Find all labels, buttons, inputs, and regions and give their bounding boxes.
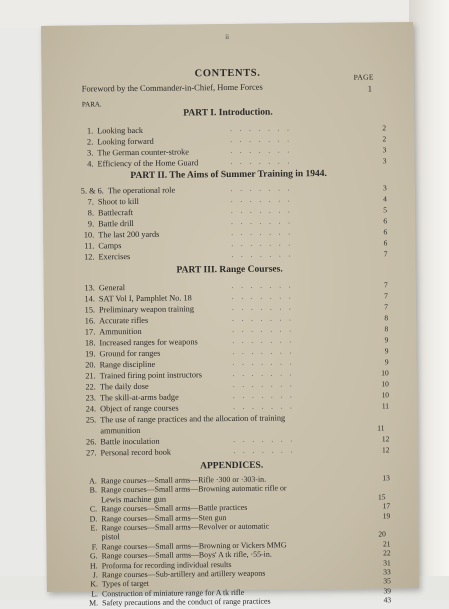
toc-entry: 24. Object of range courses . . . . . . . 11 xyxy=(85,401,390,414)
toc-entry: 25. The use of range practices and the allocation of training xyxy=(85,413,286,425)
appendix-entry-continuation: pistol 20 xyxy=(101,529,386,542)
page-number: ii xyxy=(225,32,230,42)
appendix-entry: J. Range courses—Sub-artillery and artillery weapons 33 xyxy=(92,567,391,580)
toc-entry-continuation: ammunition 11 xyxy=(100,423,385,436)
appendix-entry: D. Range courses—Small arms—Sten gun 19 xyxy=(89,510,391,524)
toc-entry: 3. The German counter-stroke . . . . . . . 3 xyxy=(87,145,387,158)
toc-entry: 18. Increased ranges for weapons . . . . . . . 9 xyxy=(84,335,389,348)
appendix-entry: B. Range courses—Small arms—Browning automatic rifle or xyxy=(89,483,287,495)
toc-entry: 19. Ground for ranges . . . . . . . 9 xyxy=(85,346,389,359)
document-page xyxy=(41,22,419,608)
toc-entry: 15. Preliminary weapon training . . . . . . . 7 xyxy=(84,302,389,315)
part2-heading: PART II. The Aims of Summer Training in 1944. xyxy=(130,168,327,182)
part1-heading: PART I. Introduction. xyxy=(183,107,273,119)
foreword-entry: Foreword by the Commander-in-Chief, Home Forces xyxy=(81,81,263,94)
toc-entry: 23. The skill-at-arms badge . . . . . . . 10 xyxy=(85,390,389,403)
page-column-label: PAGE xyxy=(353,72,374,82)
toc-entry: 8. Battlecraft . . . . . . . 5 xyxy=(87,205,388,218)
para-column-label: PARA. xyxy=(81,100,102,109)
toc-entry: 27. Personal record book . . . . . . . 12 xyxy=(86,445,390,458)
appendix-entry: M. Safety precautions and the conduct of range practices 43 xyxy=(89,595,392,608)
toc-entry: 14. SAT Vol I, Pamphlet No. 18 . . . . . . . 7 xyxy=(84,291,388,304)
toc-entry: 22. The daily dose . . . . . . . 10 xyxy=(85,379,389,392)
contents-title: CONTENTS. xyxy=(194,67,261,80)
toc-entry: 12. Exercises . . . . . . . 7 xyxy=(84,249,388,262)
toc-entry: 20. Range discipline . . . . . . . 9 xyxy=(85,357,389,370)
foreword-page: 1 xyxy=(367,83,373,94)
appendix-entry: A. Range courses—Small arms—Rifle ·300 or ·303-in. 13 xyxy=(89,473,390,486)
appendix-entry-continuation: Lewis machine gun 15 xyxy=(100,492,386,505)
toc-entry: 10. The last 200 yards . . . . . . . 6 xyxy=(83,227,388,240)
appendix-entry: H. Proforma for recording individual results 31 xyxy=(89,557,391,571)
appendices-heading: APPENDICES. xyxy=(200,460,264,472)
part3-heading: PART III. Range Courses. xyxy=(176,264,283,276)
toc-entry: 2. Looking forward . . . . . . . 2 xyxy=(86,134,387,147)
toc-entry: 26. Battle inoculation . . . . . . . 12 xyxy=(85,434,390,447)
appendix-entry: C. Range courses—Small arms—Battle practices 17 xyxy=(89,501,391,514)
appendix-entry: L. Construction of miniature range for A tk rifle 39 xyxy=(91,586,392,599)
appendix-entry: K. Types of target 35 xyxy=(90,576,391,589)
toc-entry: 7. Shoot to kill . . . . . . . 4 xyxy=(87,194,387,207)
toc-entry: 13. General . . . . . . . 7 xyxy=(84,280,388,293)
appendix-entry: F. Range courses—Small arms—Browning or Vickers MMG 21 xyxy=(91,539,391,552)
toc-entry: 17. Ammunition . . . . . . . 8 xyxy=(84,324,389,337)
appendix-entry: G. Range courses—Small arms—Boys' A tk rifle, ·55-in. 22 xyxy=(89,548,391,561)
toc-entry: 1. Looking back . . . . . . . 2 xyxy=(86,123,387,136)
toc-entry: 9. Battle drill . . . . . . . 6 xyxy=(87,216,388,229)
toc-entry: 5. & 6. The operational role . . . . . . . 3 xyxy=(80,183,387,196)
toc-entry: 11. Camps . . . . . . . 6 xyxy=(84,238,388,251)
toc-entry: 21. Trained firing point instructors . . . . . . . 10 xyxy=(85,368,389,381)
toc-entry: 4. Efficiency of the Home Guard . . . . . . . 3 xyxy=(87,156,387,169)
toc-entry: 16. Accurate rifles . . . . . . . 8 xyxy=(84,313,389,326)
appendix-entry: E. Range courses—Small arms—Revolver or automatic xyxy=(90,521,270,533)
